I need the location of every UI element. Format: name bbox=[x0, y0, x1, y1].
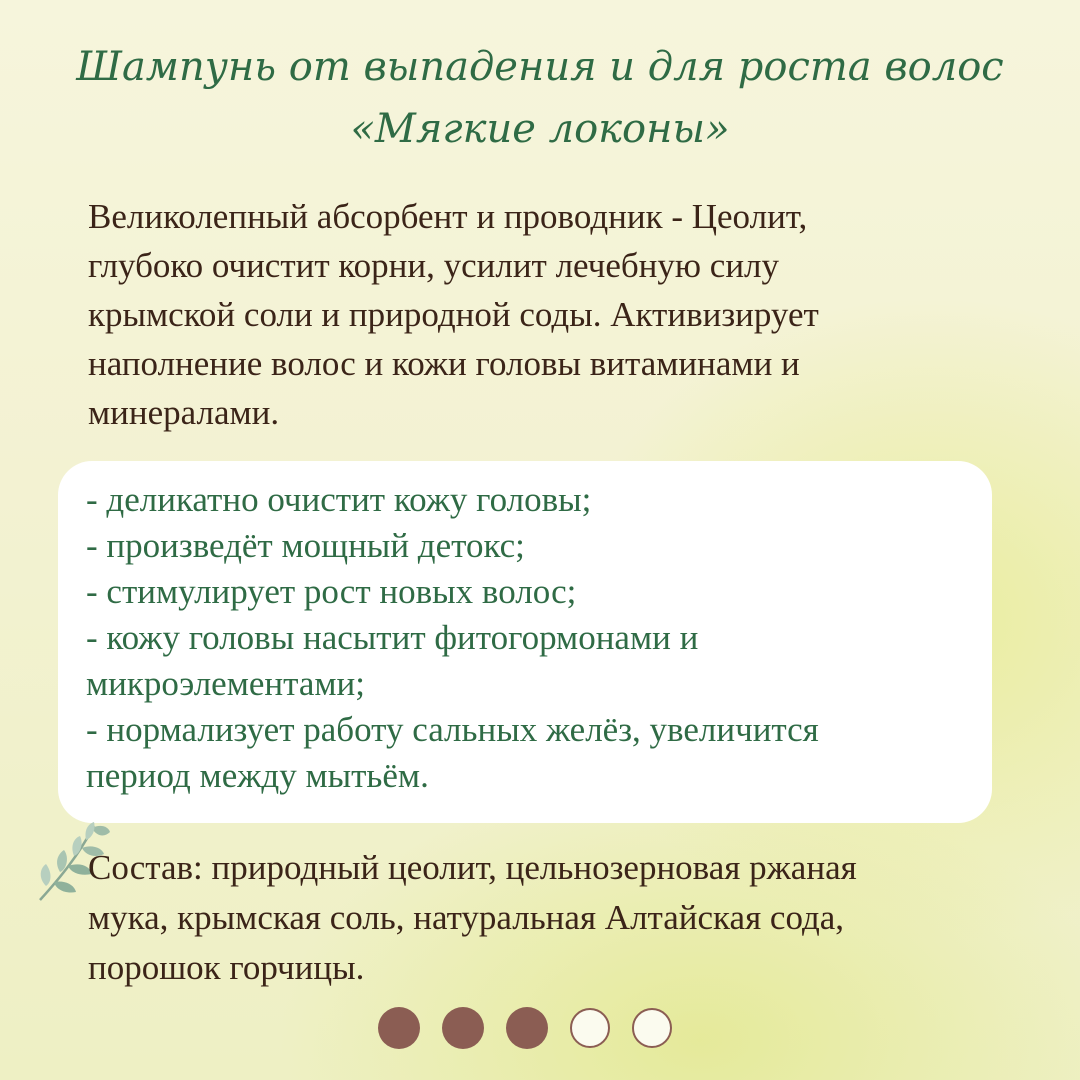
pager-dot-inactive[interactable] bbox=[632, 1008, 672, 1048]
benefit-item-continuation: микроэлементами; bbox=[86, 664, 365, 703]
composition-line: мука, крымская соль, натуральная Алтайская сода, bbox=[88, 898, 845, 937]
composition-line: порошок горчицы. bbox=[88, 948, 365, 987]
benefit-item: - стимулирует рост новых волос; bbox=[86, 572, 577, 611]
intro-line: минералами. bbox=[88, 393, 280, 432]
composition-line: Состав: природный цеолит, цельнозерновая ржаная bbox=[88, 848, 857, 887]
pager-dot-inactive[interactable] bbox=[570, 1008, 610, 1048]
benefit-item: - произведёт мощный детокс; bbox=[86, 526, 525, 565]
benefit-item: - деликатно очистит кожу головы; bbox=[86, 480, 592, 519]
benefits-card bbox=[58, 461, 992, 823]
intro-line: глубоко очистит корни, усилит лечебную силу bbox=[88, 246, 780, 285]
benefit-item-continuation: период между мытьём. bbox=[86, 756, 429, 795]
page-title bbox=[40, 36, 1040, 160]
intro-line: крымской соли и природной соды. Активизирует bbox=[88, 295, 819, 334]
intro-line: Великолепный абсорбент и проводник - Цеолит, bbox=[88, 197, 808, 236]
title-line-1: Шампунь от выпадения и для роста волос bbox=[76, 44, 1004, 90]
pager-dot-active[interactable] bbox=[506, 1007, 548, 1049]
composition-paragraph bbox=[88, 843, 1038, 993]
benefit-item: - кожу головы насытит фитогормонами и bbox=[86, 618, 699, 657]
intro-line: наполнение волос и кожи головы витаминами и bbox=[88, 344, 800, 383]
intro-paragraph bbox=[88, 192, 1008, 437]
pager-dot-active[interactable] bbox=[378, 1007, 420, 1049]
title-line-2: «Мягкие локоны» bbox=[350, 106, 730, 152]
carousel-pager bbox=[378, 1005, 672, 1051]
benefits-list bbox=[86, 477, 972, 799]
pager-dot-active[interactable] bbox=[442, 1007, 484, 1049]
benefit-item: - нормализует работу сальных желёз, увеличится bbox=[86, 710, 819, 749]
